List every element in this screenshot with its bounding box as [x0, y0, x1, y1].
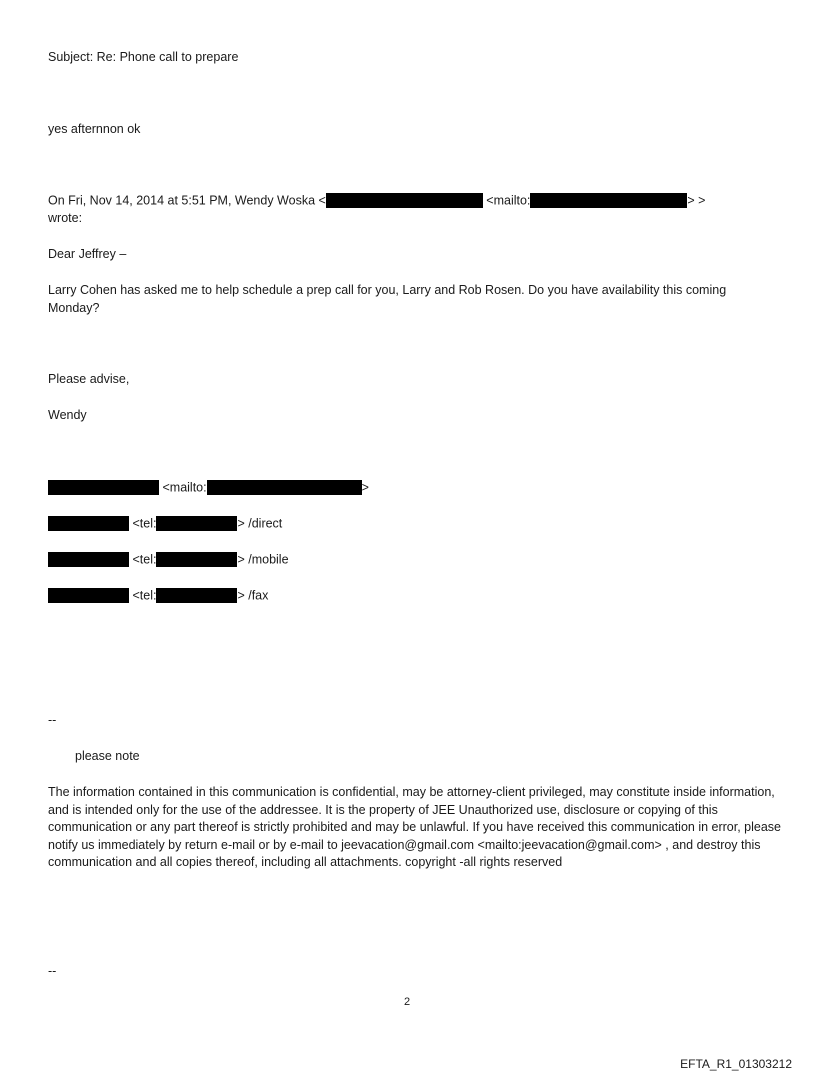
sig-mailto-open: <mailto: — [162, 480, 207, 495]
redacted-email-2 — [530, 193, 687, 208]
disclaimer-heading: please note — [75, 749, 140, 763]
tel-open-fax: <tel: — [132, 588, 157, 603]
quote-header-prefix: On Fri, Nov 14, 2014 at 5:51 PM, Wendy Woska < — [48, 193, 326, 208]
sig-mailto-close: > — [361, 480, 369, 495]
signer-name: Wendy — [48, 408, 87, 422]
redacted-sig-email — [207, 480, 362, 495]
message-body: Larry Cohen has asked me to help schedule a prep call for you, Larry and Rob Rosen. Do you have availability this coming Monday? — [48, 283, 727, 315]
reply-body: yes afternnon ok — [48, 122, 141, 136]
signature-mobile-line — [48, 551, 289, 568]
quote-header-suffix: > > — [687, 193, 706, 208]
direct-label: > /direct — [237, 516, 283, 531]
fax-label: > /fax — [237, 588, 269, 603]
redacted-direct-number — [156, 516, 237, 531]
redacted-email-1 — [326, 193, 483, 208]
signature-email-line — [48, 479, 369, 496]
closing: Please advise, — [48, 372, 130, 386]
redacted-sig-name — [48, 480, 159, 495]
tel-open-mobile: <tel: — [132, 552, 157, 567]
disclaimer-body: The information contained in this communication is confidential, may be attorney-client privileged, may constitute inside information, and is intended only for the use of the addressee. It is the property of JEE Unauthorized use, disclosure or copying of this communication or any part thereof is strictly prohibited and may be unlawful. If you have received this communication in error, please notify us immediately by return e-mail or by e-mail to jeevacation@gmail.com <mailto:jeevacation@gmail.com> , and destroy this communication and all copies thereof, including all attachments. copyright -all rights reserved — [48, 785, 782, 869]
separator-top: -- — [48, 713, 57, 727]
mobile-label: > /mobile — [237, 552, 289, 567]
redacted-mobile-label — [48, 552, 129, 567]
quote-header-mailto: <mailto: — [486, 193, 531, 208]
tel-open-direct: <tel: — [132, 516, 157, 531]
redacted-mobile-number — [156, 552, 237, 567]
redacted-direct-label — [48, 516, 129, 531]
signature-fax-line — [48, 587, 268, 604]
signature-direct-line — [48, 515, 282, 532]
page-number: 2 — [404, 996, 411, 1008]
document-id: EFTA_R1_01303212 — [680, 1057, 792, 1071]
quote-header — [48, 192, 705, 209]
separator-bottom: -- — [48, 964, 57, 978]
redacted-fax-label — [48, 588, 129, 603]
redacted-fax-number — [156, 588, 237, 603]
quote-header-wrote: wrote: — [48, 211, 83, 225]
greeting: Dear Jeffrey – — [48, 247, 127, 261]
email-subject: Subject: Re: Phone call to prepare — [48, 50, 239, 64]
